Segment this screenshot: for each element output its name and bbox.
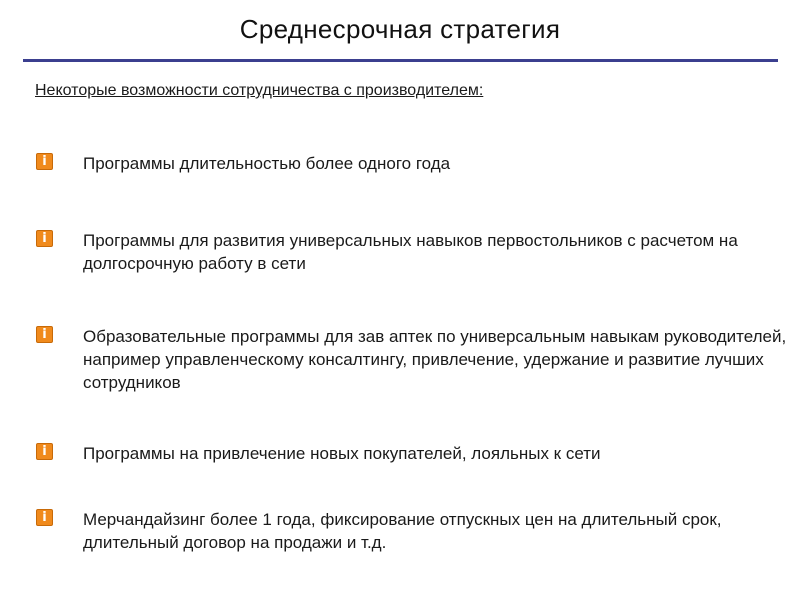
slide-subtitle: Некоторые возможности сотрудничества с производителем: [35, 82, 484, 99]
title-divider [23, 59, 778, 62]
slide-title: Среднесрочная стратегия [239, 14, 561, 44]
info-icon: i [36, 326, 53, 343]
list-item-text: Программы на привлечение новых покупателей, лояльных к сети [83, 444, 601, 463]
info-icon: i [36, 443, 53, 460]
info-icon: i [36, 153, 53, 170]
list-item-text: Образовательные программы для зав аптек по универсальным навыкам руководителей, например управленческому консалтингу, привлечение, удержание и развитие лучших сотрудников [83, 327, 787, 392]
info-icon: i [36, 230, 53, 247]
list-item-text: Программы длительностью более одного года [83, 154, 451, 173]
list-item-text: Мерчандайзинг более 1 года, фиксирование отпускных цен на длительный срок, длительный договор на продажи и т.д. [83, 510, 722, 552]
info-icon: i [36, 509, 53, 526]
list-item-text: Программы для развития универсальных навыков первостольников с расчетом на долгосрочную работу в сети [83, 231, 738, 273]
